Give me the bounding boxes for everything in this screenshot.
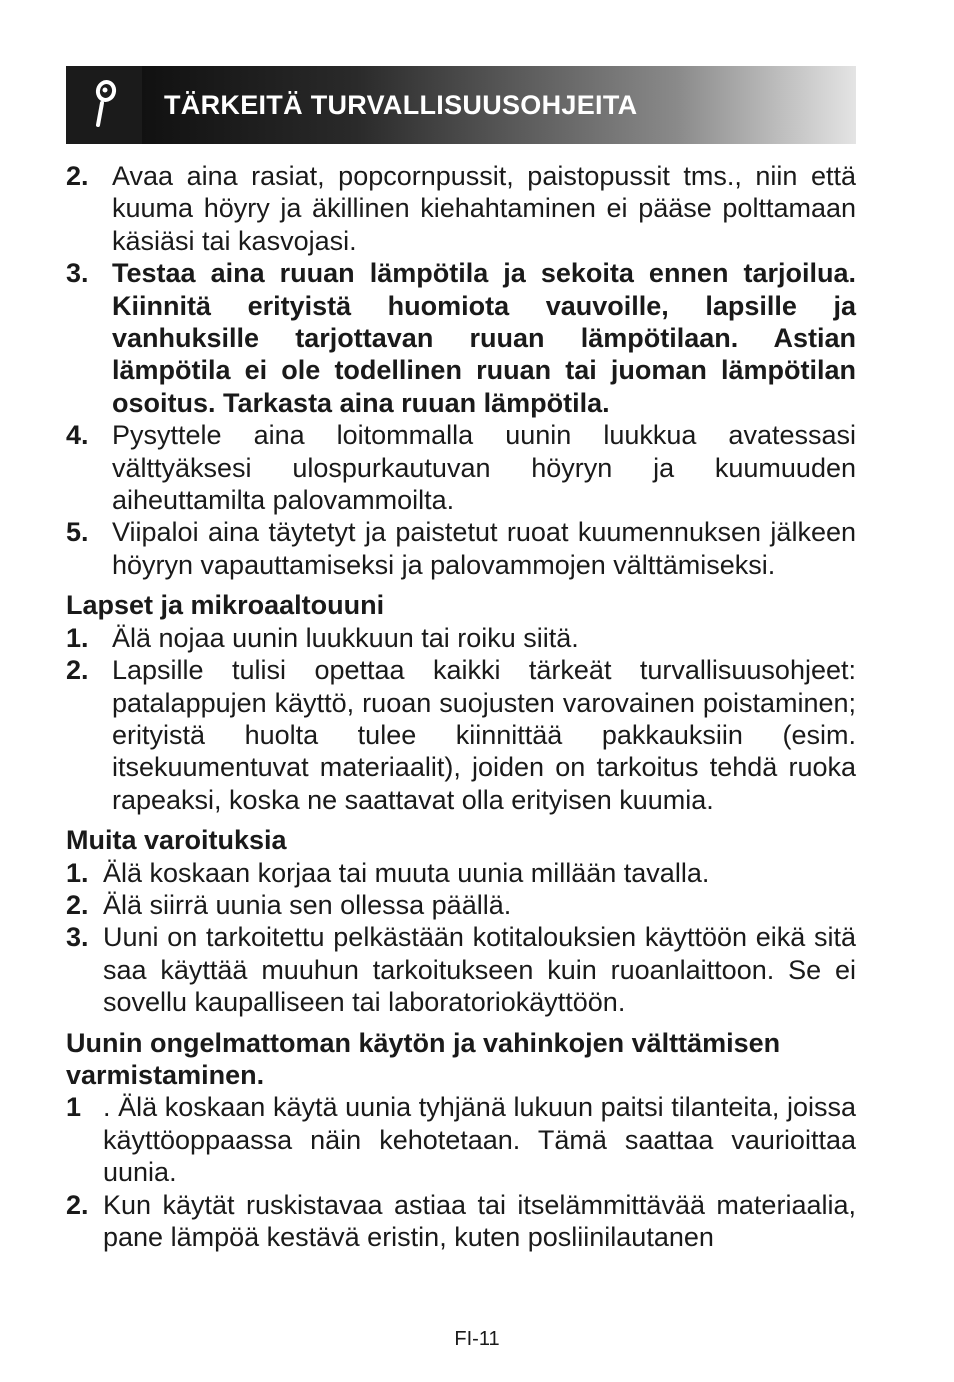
list-item	[66, 1091, 856, 1188]
list-item	[66, 1189, 856, 1254]
header-bar	[142, 66, 856, 144]
header-icon-box	[66, 66, 142, 144]
item-number: 1.	[66, 622, 89, 653]
list-item	[66, 419, 856, 516]
document-body	[66, 160, 856, 1253]
attention-info-icon	[87, 79, 121, 131]
item-number: 3.	[66, 922, 89, 953]
item-text: Uuni on tarkoitettu pelkästään kotitalouksien käyttöön eikä sitä saa käyttää muuhun tarkoitukseen kuin ruoanlaittoon. Se ei sovellu kaupalliseen tai laboratoriokäyttöön.	[103, 922, 856, 1018]
item-text: Avaa aina rasiat, popcornpussit, paistopussit tms., niin että kuuma höyry ja äkillinen kiehahtaminen ei pääse polttamaan käsiäsi tai kasvojasi.	[112, 161, 856, 256]
list-item	[66, 516, 856, 581]
item-text: Viipaloi aina täytetyt ja paistetut ruoat kuumennuksen jälkeen höyryn vapauttamiseksi ja palovammojen välttämiseksi.	[112, 517, 856, 580]
list-item	[66, 654, 856, 816]
item-number: 5.	[66, 517, 89, 548]
list-item	[66, 889, 856, 921]
item-number: 2.	[66, 1189, 89, 1220]
other-warnings-list	[66, 857, 856, 1019]
item-text: Älä koskaan korjaa tai muuta uunia millään tavalla.	[103, 857, 710, 888]
section-heading-children: Lapset ja mikroaaltouuni	[66, 590, 385, 621]
item-number: 4.	[66, 420, 89, 451]
list-item	[66, 622, 856, 654]
item-text: Älä siirrä uunia sen ollessa päällä.	[103, 889, 512, 920]
list-item	[66, 857, 856, 889]
item-number: 2.	[66, 889, 89, 920]
list-item	[66, 921, 856, 1018]
item-number: 3.	[66, 258, 89, 289]
item-number: 1.	[66, 857, 89, 888]
item-number: 2.	[66, 655, 89, 686]
section-heading-other: Muita varoituksia	[66, 825, 287, 856]
item-text: Älä nojaa uunin luukkuun tai roiku siitä.	[112, 622, 579, 653]
item-text: Kun käytät ruskistavaa astiaa tai itselämmittävää materiaalia, pane lämpöä kestävä eristin, kuten posliinilautanen	[103, 1189, 856, 1252]
children-list	[66, 622, 856, 816]
item-text: . Älä koskaan käytä uunia tyhjänä lukuun paitsi tilanteita, joissa käyttöoppaassa näin kehotetaan. Tämä saattaa vaurioittaa uunia.	[103, 1092, 856, 1188]
item-text: Pysyttele aina loitommalla uunin luukkua avatessasi välttyäksesi ulospurkautuvan höyryn ja kuumuuden aiheuttamilta palovammoilta.	[112, 420, 856, 516]
usage-list	[66, 1091, 856, 1253]
item-number: 2.	[66, 161, 89, 191]
list-item	[66, 160, 856, 257]
item-text: Lapsille tulisi opettaa kaikki tärkeät turvallisuusohjeet: patalappujen käyttö, ruoan suojusten varovainen poistaminen; erityistä huolta tulee kiinnittää pakkauksiin (esim. itsekuumentuvat materiaalit), joiden on tarkoitus tehdä ruoka rapeaksi, koska ne saattavat olla erityisen kuumia.	[112, 655, 856, 815]
item-number: 1	[66, 1092, 82, 1123]
section-header	[66, 66, 856, 144]
section-heading-usage: Uunin ongelmattoman käytön ja vahinkojen välttämisen varmistaminen.	[66, 1027, 781, 1090]
page-title: TÄRKEITÄ TURVALLISUUSOHJEITA	[164, 89, 638, 120]
list-item	[66, 257, 856, 419]
intro-list	[66, 160, 856, 581]
item-text: Testaa aina ruuan lämpötila ja sekoita ennen tarjoilua. Kiinnitä erityistä huomiota vauvoille, lapsille ja vanhuksille tarjottavan ruuan lämpötilaan. Astian lämpötila ei ole todellinen ruuan tai juoman lämpötilan osoitus. Tarkasta aina ruuan lämpötila.	[112, 258, 856, 418]
page-number: FI-11	[454, 1328, 500, 1350]
